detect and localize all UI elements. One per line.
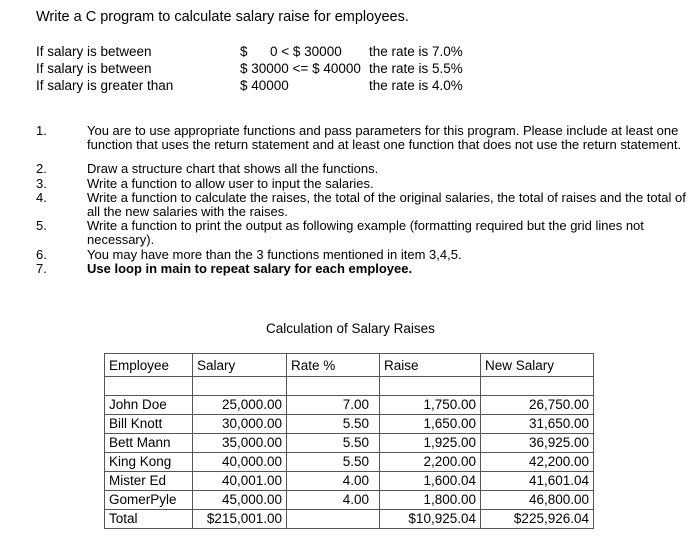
cell-employee: King Kong [105, 453, 193, 472]
item-number: 4. [36, 189, 47, 205]
rule-range: $ 30000 <= $ 40000 [240, 61, 361, 76]
cell-employee: Total [105, 510, 193, 529]
cell-new-salary: 41,601.04 [481, 472, 594, 491]
list-item [36, 177, 686, 191]
item-number: 2. [36, 161, 47, 177]
rule-rate: the rate is 7.0% [369, 44, 463, 59]
rule-range: $ 0 < $ 30000 [240, 44, 342, 59]
cell-salary: 40,001.00 [193, 472, 287, 491]
cell-new-salary: 42,200.00 [481, 453, 594, 472]
item-number: 1. [36, 123, 47, 138]
list-item [36, 191, 686, 219]
cell-new-salary: 26,750.00 [481, 396, 594, 415]
rule-rate: the rate is 5.5% [369, 61, 463, 76]
list-item [36, 124, 686, 152]
header-employee: Employee [105, 354, 193, 377]
cell-salary: 45,000.00 [193, 491, 287, 510]
table-row [105, 434, 594, 453]
table-row [105, 472, 594, 491]
item-text: Draw a structure chart that shows all the functions. [87, 161, 379, 177]
cell-new-salary: $225,926.04 [481, 510, 594, 529]
rule-rate: the rate is 4.0% [369, 78, 463, 93]
cell-rate: 4.00 [287, 491, 380, 510]
header-raise: Raise [380, 354, 481, 377]
list-item [36, 248, 686, 262]
cell-new-salary: 31,650.00 [481, 415, 594, 434]
item-text: Write a function to calculate the raises, the total of the original salaries, the total of raises and the total of all the new salaries with the raises. [87, 189, 686, 220]
cell-raise: 1,650.00 [380, 415, 481, 434]
cell-employee: Bill Knott [105, 415, 193, 434]
item-text: Use loop in main to repeat salary for each employee. [87, 260, 413, 276]
cell-salary: 35,000.00 [193, 434, 287, 453]
cell-rate: 5.50 [287, 434, 380, 453]
item-number: 3. [36, 175, 47, 191]
item-text: Write a function to print the output as following example (formatting required but the grid lines not necessary). [87, 218, 644, 248]
cell-employee: Mister Ed [105, 472, 193, 491]
item-number: 7. [36, 260, 47, 276]
item-text: You may have more than the 3 functions mentioned in item 3,4,5. [87, 246, 462, 262]
instruction-list [36, 124, 686, 276]
cell-raise: $10,925.04 [380, 510, 481, 529]
table-total-row [105, 510, 594, 529]
cell-rate: 4.00 [287, 472, 380, 491]
item-number: 6. [36, 246, 47, 262]
table-row [105, 415, 594, 434]
rule-label: If salary is between [36, 44, 152, 59]
cell-raise: 1,925.00 [380, 434, 481, 453]
cell-salary: 25,000.00 [193, 396, 287, 415]
cell-employee: GomerPyle [105, 491, 193, 510]
list-item [36, 219, 686, 247]
table-header-row [105, 354, 594, 377]
cell-raise: 1,800.00 [380, 491, 481, 510]
table-row [105, 453, 594, 472]
table-row [105, 491, 594, 510]
item-text: You are to use appropriate functions and pass parameters for this program. Please include at least one function that uses the return statement and at least one function that does not use the return statement. [87, 123, 682, 153]
table-row [105, 396, 594, 415]
cell-raise: 1,750.00 [380, 396, 481, 415]
cell-rate: 5.50 [287, 415, 380, 434]
cell-new-salary: 46,800.00 [481, 491, 594, 510]
item-text: Write a function to allow user to input the salaries. [87, 175, 374, 191]
table-spacer-row [105, 377, 594, 396]
header-salary: Salary [193, 354, 287, 377]
table-caption: Calculation of Salary Raises [266, 321, 435, 336]
list-item [36, 262, 686, 276]
rule-label: If salary is greater than [36, 78, 174, 93]
cell-salary: $215,001.00 [193, 510, 287, 529]
cell-new-salary: 36,925.00 [481, 434, 594, 453]
rule-range: $ 40000 [240, 78, 289, 93]
cell-rate: 7.00 [287, 396, 380, 415]
page-title: Write a C program to calculate salary raise for employees. [36, 9, 409, 25]
cell-salary: 30,000.00 [193, 415, 287, 434]
cell-employee: Bett Mann [105, 434, 193, 453]
header-rate: Rate % [287, 354, 380, 377]
cell-raise: 2,200.00 [380, 453, 481, 472]
salary-table [104, 353, 594, 529]
cell-raise: 1,600.04 [380, 472, 481, 491]
cell-salary: 40,000.00 [193, 453, 287, 472]
rule-label: If salary is between [36, 61, 152, 76]
cell-employee: John Doe [105, 396, 193, 415]
cell-rate: 5.50 [287, 453, 380, 472]
list-item [36, 162, 686, 176]
cell-rate [287, 510, 380, 529]
item-number: 5. [36, 218, 47, 234]
header-new-salary: New Salary [481, 354, 594, 377]
